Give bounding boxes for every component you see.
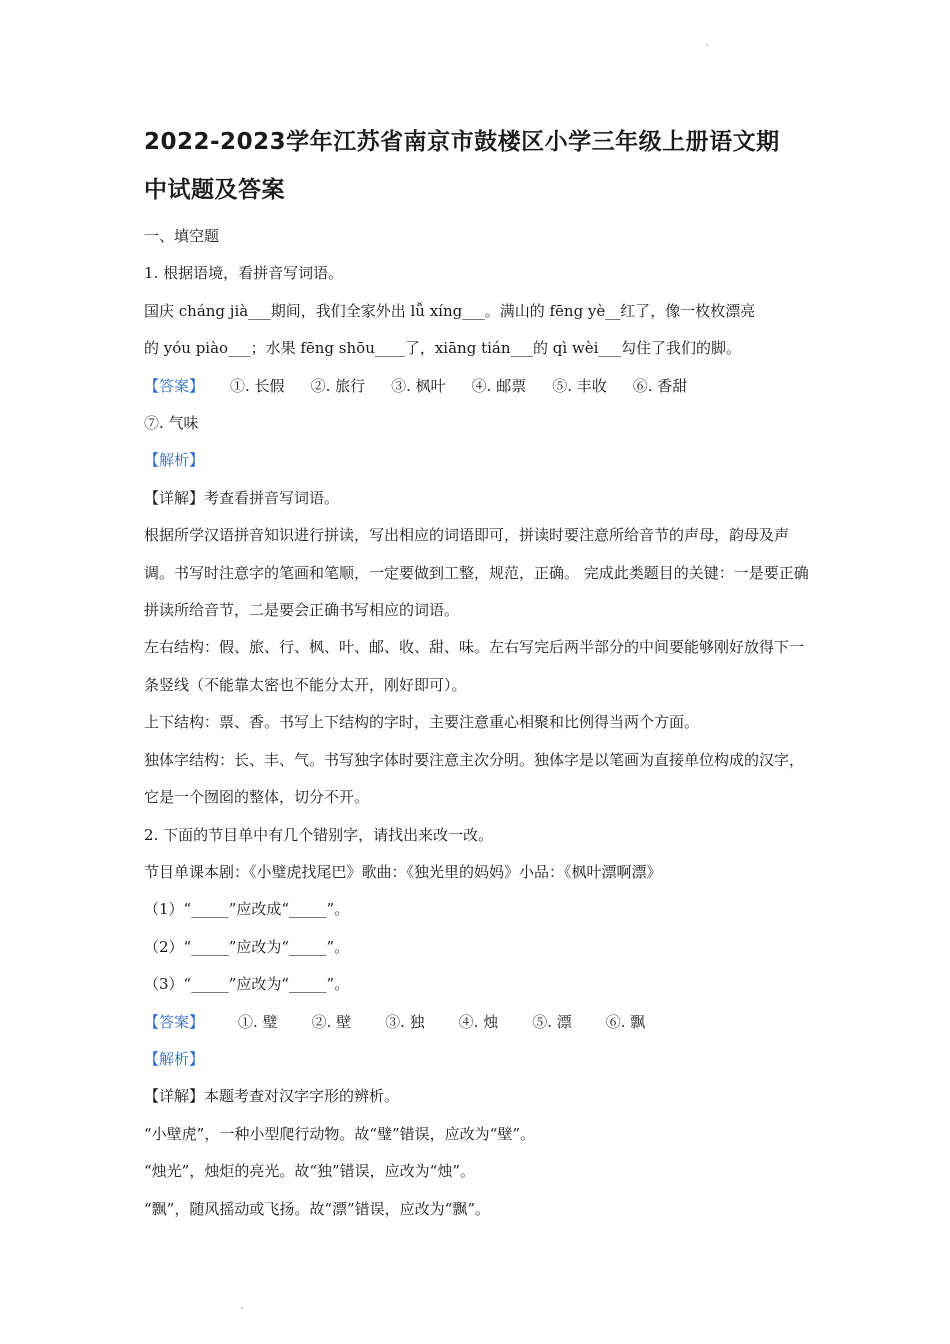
q1-answer-last: ⑦. 气味 [144, 414, 199, 433]
q2-explain-3: “飘”，随风摇动或飞扬。故“漂”错误，应改为“飘”。 [144, 1199, 491, 1218]
document-content [144, 118, 810, 1228]
q2-detail [144, 1078, 810, 1115]
q2-answer-3: ③. 独 [385, 1012, 425, 1031]
q1-analysis-tag: 【解析】 [144, 451, 205, 470]
q1-answer-row [144, 368, 810, 405]
q1-detail [144, 480, 810, 517]
q1-text-line-1: 国庆 cháng jià___期间，我们全家外出 lǚ xíng___。满山的 fēng yè__红了，像一枚枚漂亮 [144, 301, 756, 320]
q2-answer-5: ⑤. 漂 [532, 1012, 572, 1031]
q2-detail-tag: 【详解】 [144, 1087, 205, 1106]
q1-answer-4: ④. 邮票 [471, 376, 527, 395]
q1-answer-5: ⑤. 丰收 [552, 376, 607, 395]
q2-answer-tag: 【答案】 [144, 1012, 205, 1031]
q1-para-2: 左右结构：假、旅、行、枫、叶、邮、收、甜、味。左右写完后两半部分的中间要能够刚好放得下一条竖线（不能靠太密也不能分太开，刚好即可）。 [144, 638, 805, 694]
q2-program: 节目单课本剧：《小璧虎找尾巴》歌曲：《独光里的妈妈》小品：《枫叶漂啊漂》 [144, 862, 662, 881]
q1-answer-2: ②. 旅行 [310, 376, 366, 395]
q2-answer-6: ⑥. 飘 [605, 1012, 646, 1031]
title-line-1: 2022-2023学年江苏省南京市鼓楼区小学三年级上册语文期 [144, 129, 780, 155]
q2-explain-2: “烛光”，烛炬的亮光。故“独”错误，应改为“烛”。 [144, 1162, 476, 1181]
q2-detail-text: 本题考查对汉字字形的辨析。 [204, 1087, 400, 1106]
q1-para-3: 上下结构：票、香。书写上下结构的字时，主要注意重心相聚和比例得当两个方面。 [144, 713, 700, 732]
page-dot-top [706, 44, 708, 46]
q1-answer-3: ③. 枫叶 [391, 376, 446, 395]
q2-blank-1: （1）“_____”应改成“_____”。 [144, 900, 350, 919]
q2-answer-row [144, 1004, 810, 1041]
q2-blank-2: （2）“_____”应改为“_____”。 [144, 937, 350, 956]
q2-explain-1: “小壁虎”，一种小型爬行动物。故“璧”错误，应改为“壁”。 [144, 1124, 536, 1143]
q2-blank-3: （3）“_____”应改为“_____”。 [144, 975, 350, 994]
q2-answer-4: ④. 烛 [458, 1012, 499, 1031]
q1-para-4: 独体字结构：长、丰、气。书写独字体时要注意主次分明。独体字是以笔画为直接单位构成的汉字，它是一个囫囵的整体，切分不开。 [144, 750, 805, 807]
q1-detail-text: 考查看拼音写词语。 [204, 488, 340, 507]
q2-analysis-tag: 【解析】 [144, 1049, 205, 1068]
section-heading: 一、填空题 [144, 227, 220, 245]
q1-para-1: 根据所学汉语拼音知识进行拼读，写出相应的词语即可，拼读时要注意所给音节的声母，韵母及声调。书写时注意字的笔画和笔顺，一定要做到工整，规范，正确。 完成此类题目的关键：一是要正确拼读所给音节，二是要会正确书写相应的词语。 [144, 526, 809, 620]
q1-answer-6: ⑥. 香甜 [632, 376, 688, 395]
q1-answer-tag: 【答案】 [144, 376, 205, 395]
page-dot-bottom [241, 1307, 243, 1309]
title-line-2: 中试题及答案 [144, 177, 285, 203]
q1-text-line-2: 的 yóu piào___；水果 fēng shōu____了，xiāng tián___的 qì wèi___勾住了我们的脚。 [144, 339, 741, 358]
q1-stem: 1. 根据语境，看拼音写词语。 [144, 264, 344, 283]
q2-stem: 2. 下面的节目单中有几个错别字，请找出来改一改。 [144, 825, 494, 844]
q2-answer-2: ②. 壁 [311, 1012, 352, 1031]
q1-detail-tag: 【详解】 [144, 488, 205, 507]
q2-answer-1: ①. 璧 [238, 1012, 278, 1031]
q1-answer-1: ①. 长假 [230, 376, 285, 395]
